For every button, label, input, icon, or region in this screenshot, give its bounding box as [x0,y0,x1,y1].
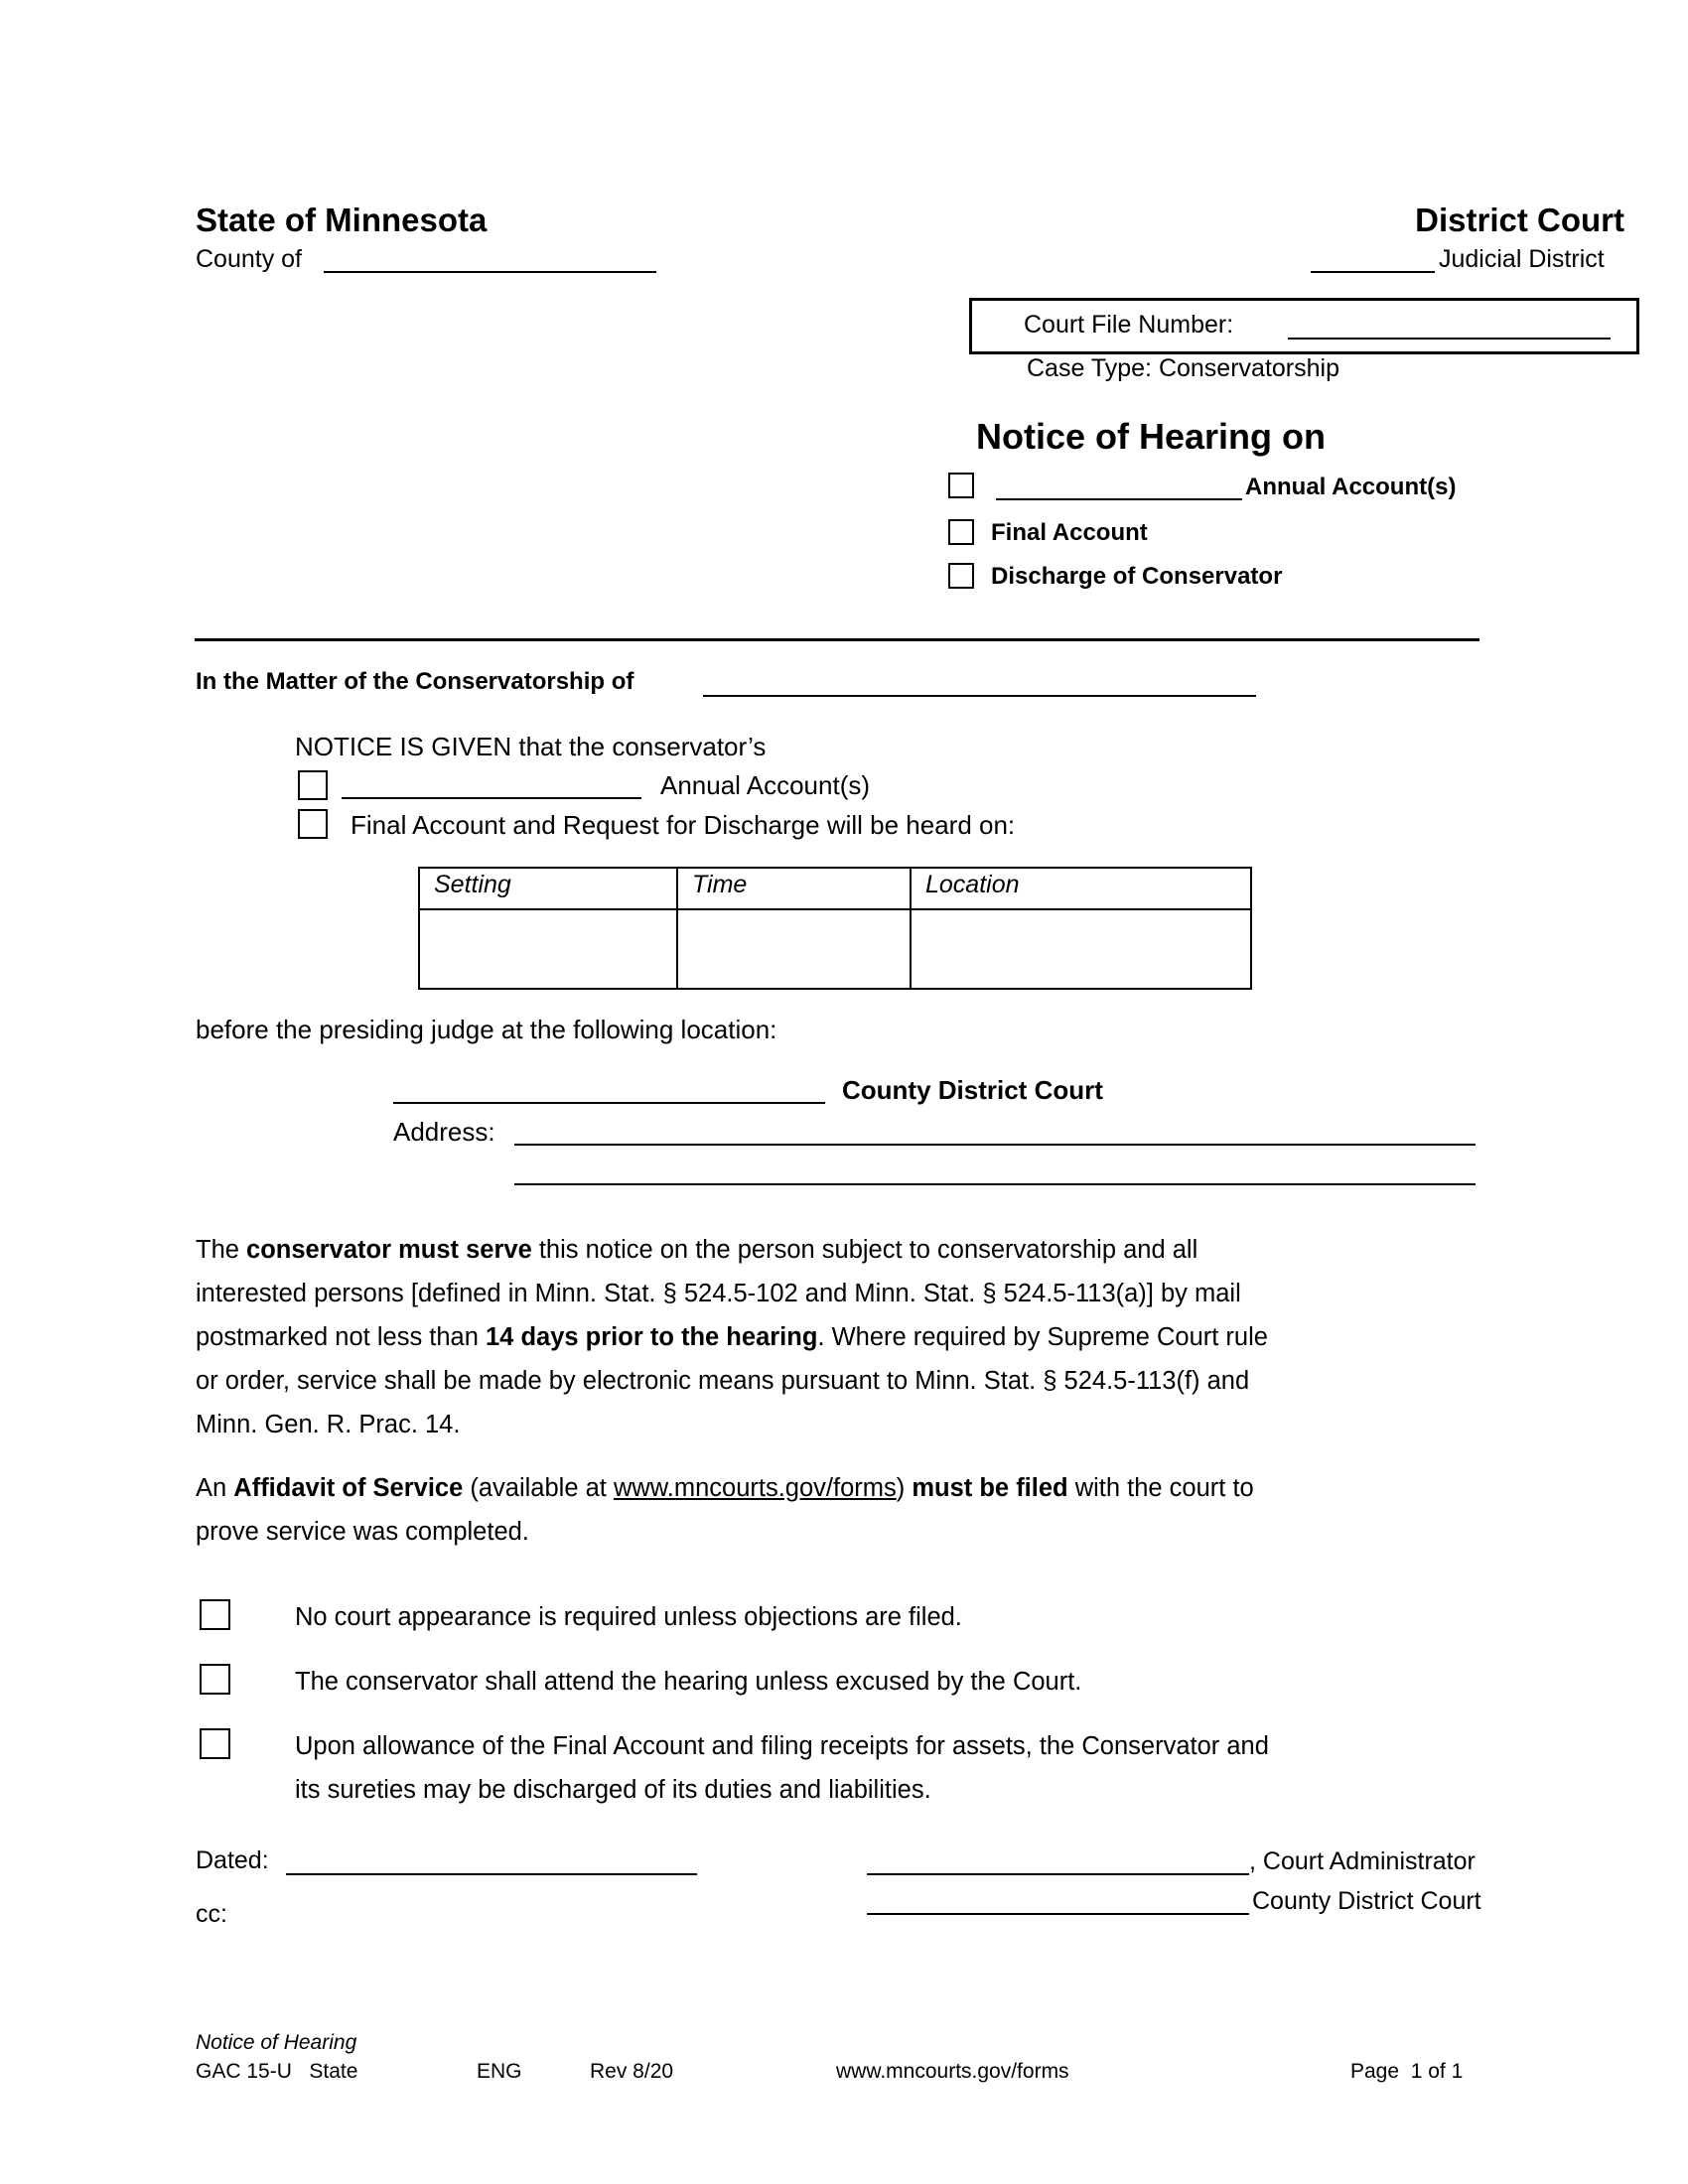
text: An [196,1474,234,1502]
address-line-2[interactable] [514,1183,1476,1185]
text: postmarked not less than [196,1323,486,1351]
footer-form-code: GAC 15-U State [196,2060,358,2083]
notice-annual-checkbox[interactable] [298,770,328,800]
no-appearance-label: No court appearance is required unless objections are filed. [295,1603,962,1631]
notice-intro: NOTICE IS GIVEN that the conservator’s [295,732,767,761]
text: The [196,1236,247,1264]
attend-hearing-checkbox[interactable] [200,1664,230,1695]
state-heading: State of Minnesota [196,202,488,238]
time-cell[interactable] [677,909,911,989]
footer-website: www.mncourts.gov/forms [836,2060,1069,2083]
judicial-district-label: Judicial District [1439,245,1605,273]
court-file-number-label: Court File Number: [1024,311,1234,339]
notice-annual-label: Annual Account(s) [660,770,871,800]
footer-form-title: Notice of Hearing [196,2031,357,2054]
conservatee-name-field[interactable] [703,695,1256,697]
affidavit-paragraph [196,1466,1254,1554]
text: prove service was completed. [196,1518,529,1546]
setting-cell[interactable] [419,909,677,989]
notice-annual-year-field[interactable] [342,797,641,799]
emphasis: Affidavit of Service [233,1474,464,1502]
court-file-number-field[interactable] [1288,338,1611,340]
annual-account-checkbox[interactable] [948,473,974,498]
address-line-1[interactable] [514,1144,1476,1146]
discharge-checkbox[interactable] [948,563,974,589]
judicial-district-field[interactable] [1311,271,1435,273]
final-account-checkbox[interactable] [948,519,974,545]
discharge-allowance-checkbox[interactable] [200,1728,230,1759]
header-setting: Setting [419,868,677,909]
divider [195,638,1479,641]
dated-label: Dated: [196,1846,269,1874]
footer-language: ENG [477,2060,522,2083]
footer-revision: Rev 8/20 [590,2060,674,2083]
hearing-table [418,867,1252,990]
header-location: Location [911,868,1251,909]
case-type: Case Type: Conservatorship [1027,354,1339,382]
text: or order, service shall be made by electronic means pursuant to Minn. Stat. § 524.5-113(f) and [196,1367,1250,1395]
location-cell[interactable] [911,909,1251,989]
header-time: Time [677,868,911,909]
text: ) [896,1474,913,1502]
discharge-allowance-label [295,1724,1269,1812]
text: Upon allowance of the Final Account and filing receipts for assets, the Conservator and [295,1732,1269,1760]
no-appearance-checkbox[interactable] [200,1599,230,1630]
notice-final-checkbox[interactable] [298,809,328,839]
attend-hearing-label: The conservator shall attend the hearing unless excused by the Court. [295,1668,1082,1696]
text: interested persons [defined in Minn. Stat. § 524.5-102 and Minn. Stat. § 524.5-113(a)] by mail [196,1280,1241,1307]
court-administrator-label: , Court Administrator [1249,1847,1476,1875]
annual-account-label: Annual Account(s) [1245,474,1457,500]
court-heading: District Court [1415,202,1624,238]
matter-label: In the Matter of the Conservatorship of [196,668,634,695]
text: with the court to [1067,1474,1254,1502]
court-administrator-field[interactable] [867,1873,1249,1875]
county-name-field[interactable] [393,1102,825,1104]
text: (available at [463,1474,614,1502]
text: its sureties may be discharged of its duties and liabilities. [295,1776,931,1804]
footer-page-number: Page 1 of 1 [1350,2060,1464,2083]
final-account-label: Final Account [991,519,1148,546]
cc-label: cc: [196,1900,227,1928]
before-judge-text: before the presiding judge at the following location: [196,1015,777,1044]
notice-title: Notice of Hearing on [976,416,1327,457]
discharge-label: Discharge of Conservator [991,563,1283,590]
county-district-court-label: County District Court [842,1075,1103,1105]
forms-link[interactable]: www.mncourts.gov/forms [613,1474,897,1502]
county-field[interactable] [324,271,656,273]
annual-account-year-field[interactable] [996,498,1242,500]
text: Minn. Gen. R. Prac. 14. [196,1411,461,1438]
notice-final-label: Final Account and Request for Discharge will be heard on: [351,810,1016,840]
service-paragraph [196,1228,1268,1446]
signature-county-label: County District Court [1252,1887,1481,1915]
text: . Where required by Supreme Court rule [817,1323,1268,1351]
emphasis: 14 days prior to the hearing [486,1323,818,1351]
emphasis: conservator must serve [246,1236,532,1264]
text: this notice on the person subject to conservatorship and all [531,1236,1198,1264]
address-label: Address: [393,1117,495,1147]
county-label: County of [196,245,303,273]
dated-field[interactable] [286,1873,697,1875]
emphasis: must be filed [912,1474,1068,1502]
signature-county-field[interactable] [867,1913,1249,1915]
